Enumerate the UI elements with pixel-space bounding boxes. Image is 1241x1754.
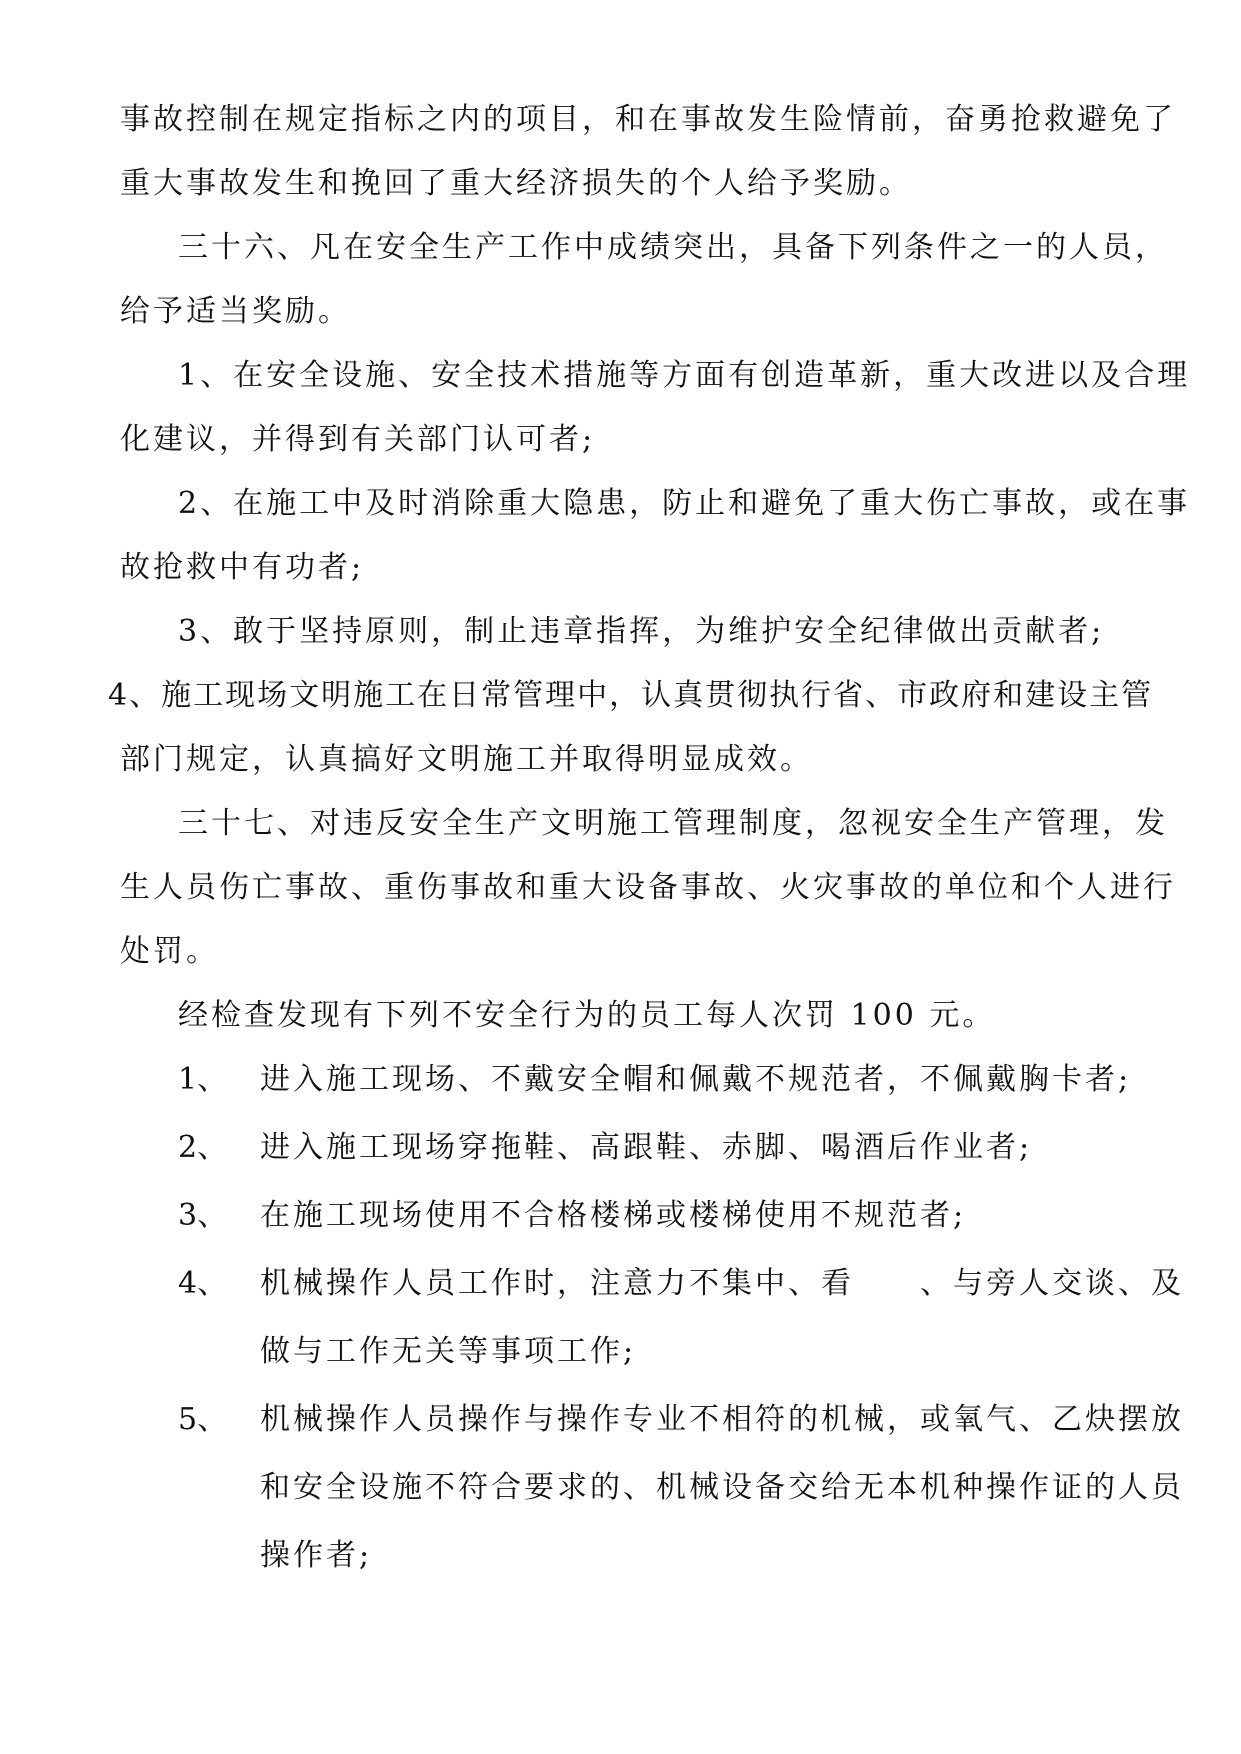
paragraph-line: 给予适当奖励。 [120,294,351,329]
paragraph-line: 重大事故发生和挽回了重大经济损失的个人给予奖励。 [120,166,912,201]
reward-item-3: 3、敢于坚持原则，制止违章指挥，为维护安全纪律做出贡献者; [178,614,1105,649]
penalty-item-text: 操作者; [260,1538,373,1573]
paragraph-line: 处罚。 [120,934,219,969]
paragraph-line: 事故控制在规定指标之内的项目，和在事故发生险情前，奋勇抢救避免了 [120,102,1176,137]
penalty-item-text: 做与工作无关等事项工作; [260,1334,637,1369]
penalty-item-text: 机械操作人员操作与操作专业不相符的机械，或氧气、乙炔摆放 [260,1402,1184,1437]
penalty-intro: 经检查发现有下列不安全行为的员工每人次罚 100 元。 [178,998,996,1033]
penalty-item-text: 进入施工现场穿拖鞋、高跟鞋、赤脚、喝酒后作业者; [260,1130,1033,1165]
penalty-item-number: 4、 [178,1266,228,1301]
penalty-item-number: 2、 [178,1130,228,1165]
reward-item-4: 4、施工现场文明施工在日常管理中，认真贯彻执行省、市政府和建设主管 [108,678,1154,713]
penalty-item-text: 在施工现场使用不合格楼梯或楼梯使用不规范者; [260,1198,967,1233]
paragraph-line: 生人员伤亡事故、重伤事故和重大设备事故、火灾事故的单位和个人进行 [120,870,1176,905]
paragraph-line: 部门规定，认真搞好文明施工并取得明显成效。 [120,742,813,777]
penalty-item-text: 机械操作人员工作时，注意力不集中、看 、与旁人交谈、及 [260,1266,1184,1301]
paragraph-line: 化建议，并得到有关部门认可者; [120,422,596,457]
penalty-item-number: 5、 [178,1402,228,1437]
reward-item-1: 1、在安全设施、安全技术措施等方面有创造革新，重大改进以及合理 [178,358,1191,393]
penalty-item-text: 进入施工现场、不戴安全帽和佩戴不规范者，不佩戴胸卡者; [260,1062,1132,1097]
reward-item-2: 2、在施工中及时消除重大隐患，防止和避免了重大伤亡事故，或在事 [178,486,1191,521]
penalty-item-number: 1、 [178,1062,228,1097]
penalty-item-text: 和安全设施不符合要求的、机械设备交给无本机种操作证的人员 [260,1470,1184,1505]
article-37-line: 三十七、对违反安全生产文明施工管理制度，忽视安全生产管理，发 [178,806,1168,841]
penalty-item-number: 3、 [178,1198,228,1233]
article-36-line: 三十六、凡在安全生产工作中成绩突出，具备下列条件之一的人员， [178,230,1168,265]
paragraph-line: 故抢救中有功者; [120,550,365,585]
